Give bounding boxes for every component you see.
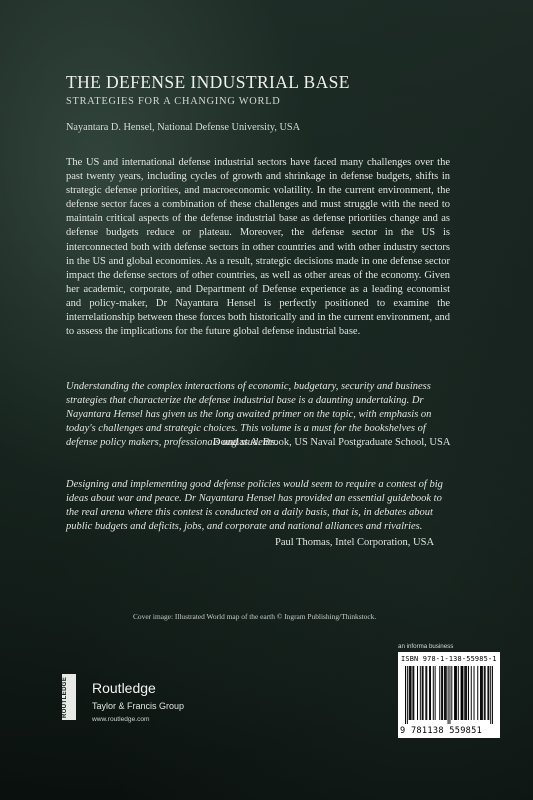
barcode-bar [411,666,412,720]
barcode-bar [454,666,455,720]
barcode-bar [413,666,414,720]
isbn-number: ISBN 978-1-138-55985-1 [401,655,497,663]
barcode-bar [409,666,410,720]
author-line: Nayantara D. Hensel, National Defense University, USA [66,122,301,133]
book-description: The US and international defense industrial sectors have faced many challenges over the past twenty years, including cycles of growth and shrinkage in defense budgets, shifts in strategic defense priorities, and macroeconomic volatility. In the current environment, the defense sector faces a combination of these challenges and must struggle with the need to maintain critical aspects of the defense industrial base as defense priorities change and as defense budgets reduce or plateau. Moreover, the defense sector in the US is interconnected both with defense sectors in other countries and with other industry sectors in the US and global economies. As a result, strategic decisions made in one defense sector impact the defense sectors of other countries, as well as other areas of the economy. Given her academic, corporate, and Department of Defense experience as a leading economist and policy-maker, Dr Nayantara Hensel is perfectly positioned to examine the interrelationship between these forces both historically and in the current environment, and to assess the implications for the future global defense industrial base. [66,157,450,338]
barcode-bar [481,666,482,720]
barcode-bar [477,666,478,720]
barcode-bar [471,666,472,720]
publisher-group: Taylor & Francis Group [92,701,185,711]
barcode-bar [462,666,463,720]
review-attribution-2: Paul Thomas, Intel Corporation, USA [275,537,435,548]
cover-image-credit: Cover image: Illustrated World map of the earth © Ingram Publishing/Thinkstock. [133,612,377,621]
barcode-bar [482,666,483,720]
publisher-name: Routledge [92,680,156,696]
informa-tagline: an informa business [398,643,454,650]
barcode-bar [435,666,436,720]
barcode-bar [441,666,442,720]
barcode-bar [449,666,450,724]
review-attribution-1: Douglas A. Brook, US Naval Postgraduate School, USA [213,437,451,448]
barcode-bar [456,666,457,720]
barcode-bar [490,666,491,724]
publisher-url: www.routledge.com [92,716,150,723]
barcode-bar [487,666,488,720]
barcode-bar [410,666,411,720]
barcode-bar [429,666,430,720]
barcode-bar [405,666,406,724]
barcode-bar [439,666,440,720]
barcode-bar [474,666,475,720]
barcode-bar [422,666,423,720]
barcode-bar [448,666,449,724]
review-quote-1: Understanding the complex interactions of economic, budgetary, security and business strategies that characterize the defense industrial base is a daunting undertaking. Dr Nayantara Hensel has given us the long awaited primer on the topic, with emphasis on today's challenges and strategic choices. This volume is a must for the bookshelves of defense policy makers, professionals and students. [66,381,432,449]
barcode-bar [465,666,466,720]
barcode-bar [484,666,485,720]
barcode-digits: 9 781138 559851 [400,726,483,736]
barcode-bar [446,666,447,720]
barcode-bar [420,666,421,720]
book-subtitle: STRATEGIES FOR A CHANGING WORLD [66,96,281,107]
barcode-bar [417,666,418,720]
barcode-bar [430,666,431,720]
isbn-barcode [398,652,500,738]
barcode-bar [433,666,434,720]
barcode-bars-icon [405,666,493,724]
barcode-bar [468,666,469,720]
barcode-bar [426,666,427,720]
barcode-bar [462,666,463,720]
routledge-logo [62,672,222,742]
routledge-vertical-mark: ROUTLEDGE [62,674,76,720]
barcode-bar [485,666,486,720]
barcode-bar [488,666,489,720]
barcode-bar [461,666,462,720]
barcode-bar [451,666,452,720]
barcode-bar [455,666,456,720]
book-title: THE DEFENSE INDUSTRIAL BASE [66,72,350,92]
barcode-bar [458,666,459,720]
barcode-bar [442,666,443,720]
barcode-bar [407,666,408,724]
barcode-bar [425,666,426,720]
barcode-bar [412,666,413,720]
barcode-bar [445,666,446,720]
review-quote-2: Designing and implementing good defense policies would seem to require a contest of big ideas about war and peace. Dr Nayantara Hensel has provided an essential guidebook to the real arena where this contest is conducted on a daily basis, that is, in debates about public budgets and deficits, jobs, and corporate and national alliances and rivalries. [66,479,443,533]
barcode-bar [444,666,445,720]
barcode-bar [423,666,424,720]
barcode-bar [492,666,493,724]
barcode-bar [480,666,481,720]
barcode-bar [466,666,467,720]
barcode-bar [464,666,465,720]
